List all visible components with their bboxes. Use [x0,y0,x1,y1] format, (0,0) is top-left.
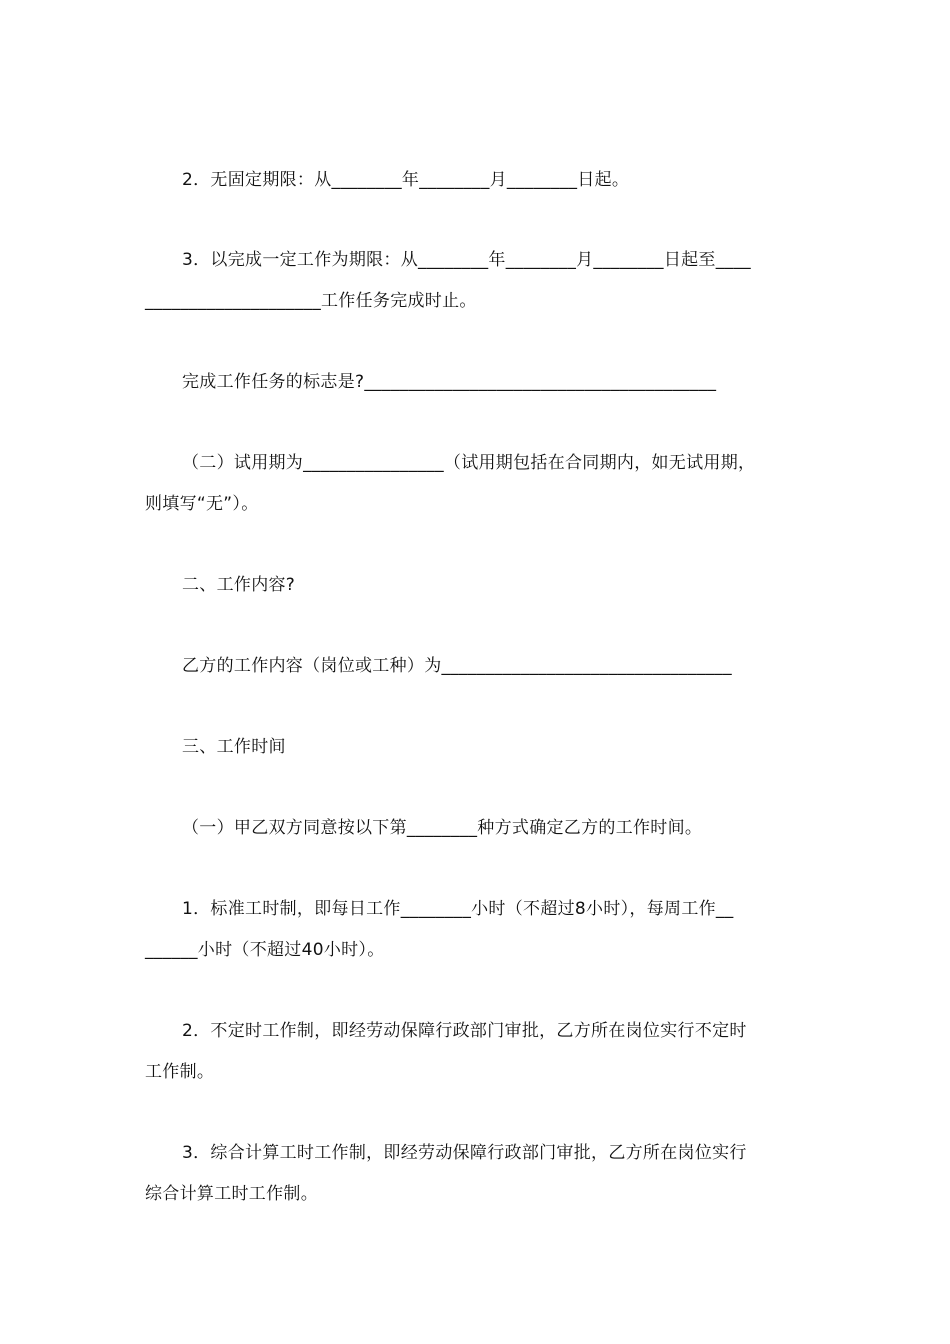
clause-flexible-hours-cont: 工作制。 [145,1062,215,1082]
task-completion-mark: 完成工作任务的标志是?________________________________________ [182,372,717,392]
clause-standard-hours: 1．标准工时制，即每日工作________小时（不超过8小时），每周工作__ [182,899,734,919]
probation-period: （二）试用期为________________（试用期包括在合同期内，如无试用期， [182,453,756,473]
clause-task-based-term-cont: ____________________工作任务完成时止。 [145,291,477,311]
clause-comprehensive-hours-cont: 综合计算工时工作制。 [145,1184,318,1204]
clause-no-fixed-term: 2．无固定期限：从________年________月________日起。 [182,170,630,190]
clause-comprehensive-hours: 3．综合计算工时工作制，即经劳动保障行政部门审批，乙方所在岗位实行 [182,1143,747,1163]
section-heading-work-time: 三、工作时间 [182,737,286,757]
section-heading-work-content: 二、工作内容? [182,575,296,595]
clause-task-based-term: 3．以完成一定工作为期限：从________年________月________日起至____ [182,250,751,270]
work-content-position: 乙方的工作内容（岗位或工种）为_________________________________ [182,656,732,676]
clause-flexible-hours: 2．不定时工作制，即经劳动保障行政部门审批，乙方所在岗位实行不定时 [182,1021,747,1041]
work-time-method: （一）甲乙双方同意按以下第________种方式确定乙方的工作时间。 [182,818,703,838]
clause-standard-hours-cont: ______小时（不超过40小时）。 [145,940,385,960]
probation-period-cont: 则填写“无”）。 [145,494,259,514]
